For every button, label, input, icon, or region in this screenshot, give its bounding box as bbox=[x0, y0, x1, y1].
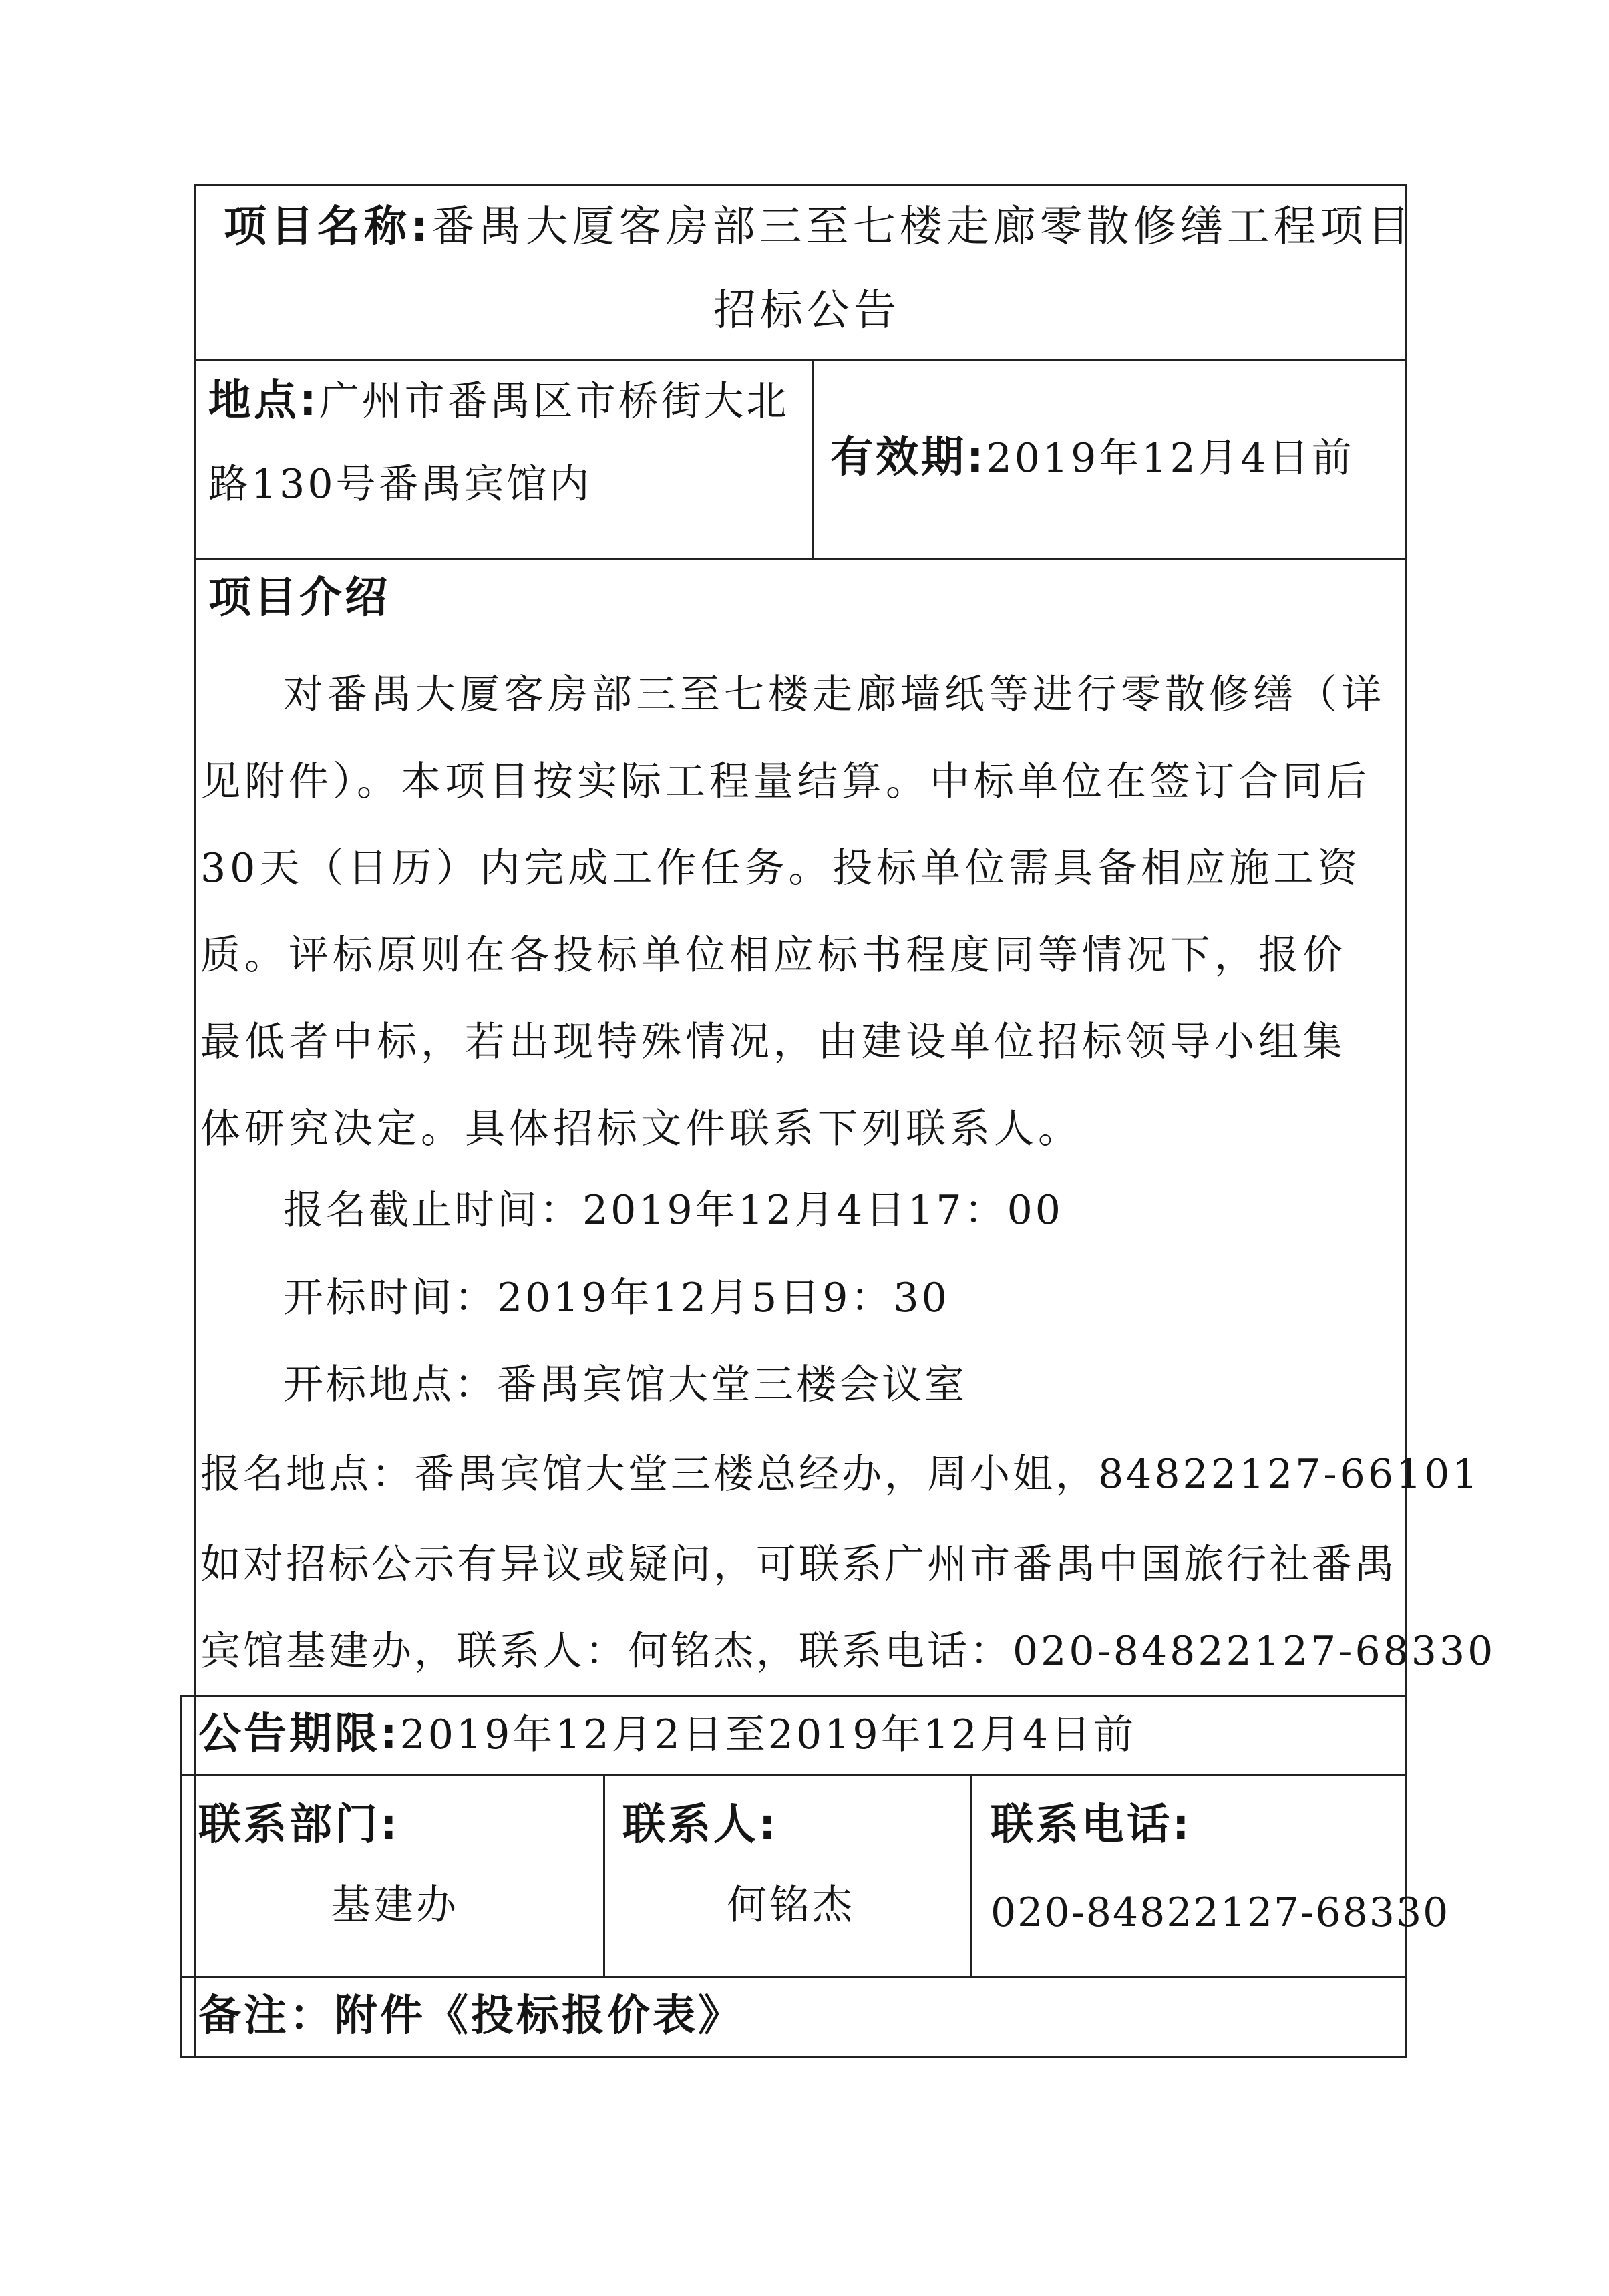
objection-line1: 如对招标公示有异议或疑问，可联系广州市番禺中国旅行社番禺 bbox=[200, 1541, 1397, 1588]
project-name: 番禺大厦客房部三至七楼走廊零散修缮工程项目 bbox=[431, 202, 1414, 252]
deadline: 报名截止时间：2019年12月4日17：00 bbox=[283, 1187, 1063, 1234]
validity-value: 2019年12月4日前 bbox=[986, 435, 1355, 482]
lower-bottom-border bbox=[180, 2056, 1407, 2058]
contact-person-value: 何铭杰 bbox=[727, 1882, 855, 1929]
location-value: 广州市番禺区市桥街大北 bbox=[319, 378, 789, 425]
row-divider-notice bbox=[180, 1774, 1407, 1776]
contact-phone-value: 020-84822127-68330 bbox=[991, 1889, 1450, 1936]
contacts-divider-1 bbox=[603, 1774, 605, 1976]
location-line1 bbox=[208, 374, 789, 428]
objection-line2: 宾馆基建办，联系人：何铭杰，联系电话：020-84822127-68330 bbox=[200, 1628, 1496, 1675]
contact-person-label: 联系人: bbox=[622, 1800, 779, 1850]
validity-label: 有效期: bbox=[830, 433, 987, 482]
opening-time: 开标时间：2019年12月5日9：30 bbox=[283, 1275, 950, 1321]
remark: 备注：附件《投标报价表》 bbox=[198, 1991, 743, 2041]
intro-body: 对番禺大厦客房部三至七楼走廊墙纸等进行零散修缮（详见附件）。本项目按实际工程量结算。中标单位在签订合同后30天（日历）内完成工作任务。投标单位需具备相应施工资质。评标原则在各投标单位相应标书程度同等情况下，报价最低者中标，若出现特殊情况，由建设单位招标领导小组集体研究决定。具体招标文件联系下列联系人。 bbox=[200, 671, 1385, 1152]
row-divider-contacts bbox=[180, 1976, 1407, 1978]
intro-heading: 项目介绍 bbox=[208, 573, 390, 623]
contact-dept-label: 联系部门: bbox=[198, 1800, 400, 1850]
project-label: 项目名称: bbox=[224, 202, 432, 252]
row-divider-intro bbox=[180, 1695, 1407, 1697]
project-title-line1 bbox=[224, 200, 1414, 254]
opening-place: 开标地点：番禺宾馆大堂三楼会议室 bbox=[283, 1361, 967, 1408]
notice-period-label: 公告期限: bbox=[198, 1709, 400, 1759]
contact-phone-label: 联系电话: bbox=[991, 1800, 1192, 1850]
row-divider-title bbox=[194, 359, 1407, 361]
contacts-divider-2 bbox=[970, 1774, 972, 1976]
location-validity-divider bbox=[812, 359, 814, 558]
contact-dept-value: 基建办 bbox=[331, 1882, 459, 1929]
project-title-line2: 招标公告 bbox=[713, 286, 900, 335]
signup-place: 报名地点：番禺宾馆大堂三楼总经办，周小姐，84822127-66101 bbox=[200, 1451, 1481, 1498]
lower-left-border bbox=[180, 1695, 182, 2058]
location-line2: 路130号番禺宾馆内 bbox=[208, 461, 592, 508]
row-divider-location bbox=[194, 558, 1407, 560]
validity bbox=[830, 431, 1355, 485]
notice-period bbox=[198, 1707, 1136, 1762]
location-label: 地点: bbox=[208, 376, 319, 426]
notice-period-value: 2019年12月2日至2019年12月4日前 bbox=[399, 1711, 1137, 1758]
